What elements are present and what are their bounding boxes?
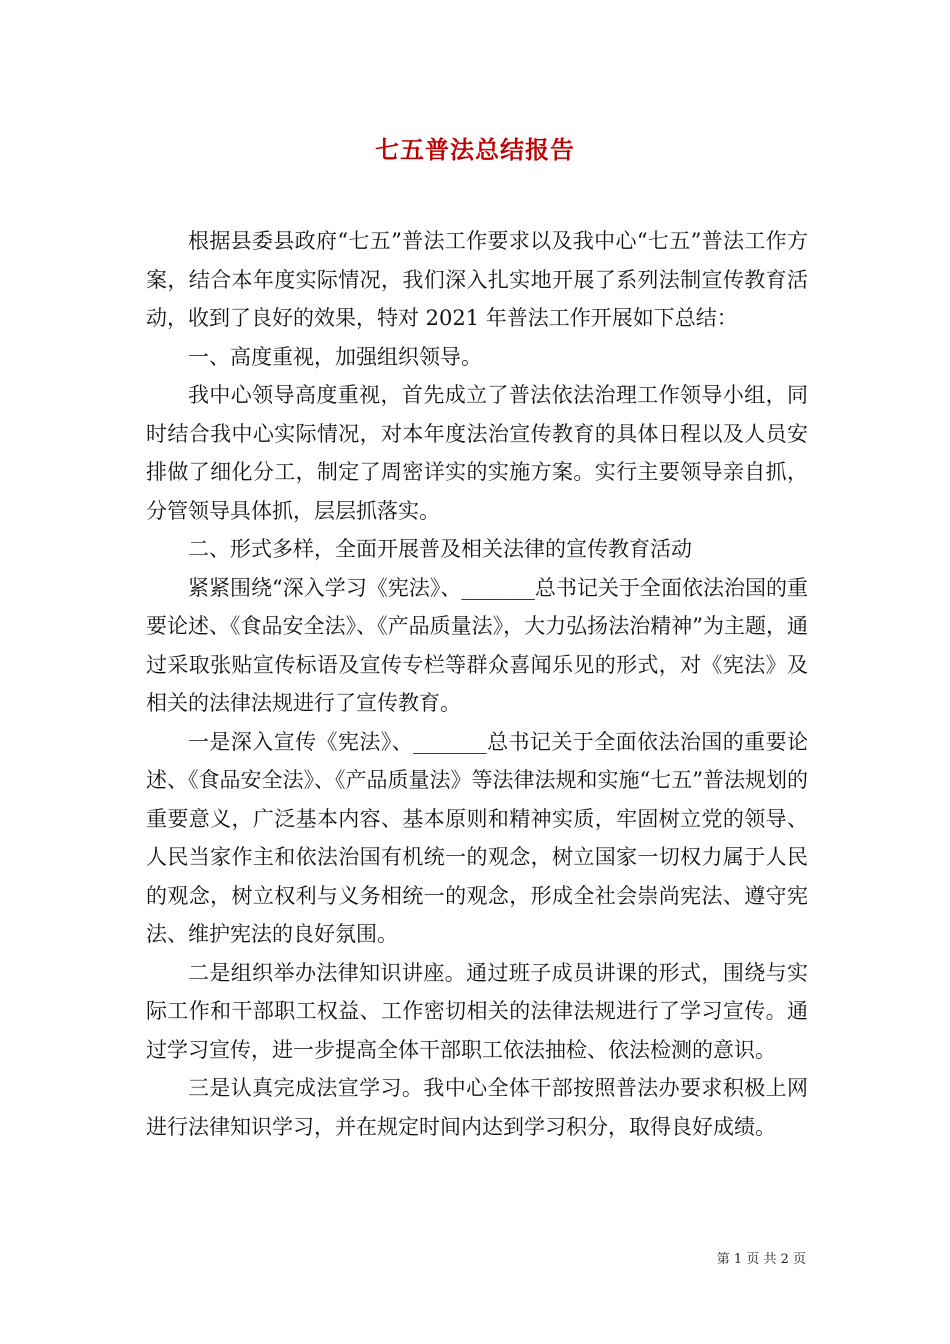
page-number: 第 1 页 共 2 页 bbox=[716, 1252, 806, 1267]
paragraph-theme: 紧紧围绕“深入学习《宪法》、_______总书记关于全面依法治国的重要论述、《食品安全法》、《产品质量法》，大力弘扬法治精神”为主题，通过采取张贴宣传标语及宣传专栏等群众喜闻乐见的形式，对《宪法》及相关的法律法规进行了宣传教育。 bbox=[146, 575, 808, 715]
paragraph-leadership: 我中心领导高度重视，首先成立了普法依法治理工作领导小组，同时结合我中心实际情况，对本年度法治宣传教育的具体日程以及人员安排做了细化分工，制定了周密详实的实施方案。实行主要领导亲自抓，分管领导具体抓，层层抓落实。 bbox=[146, 383, 808, 523]
paragraph-item-3: 三是认真完成法宣学习。我中心全体干部按照普法办要求积极上网进行法律知识学习，并在规定时间内达到学习积分，取得良好成绩。 bbox=[146, 1076, 808, 1139]
document-title: 七五普法总结报告 bbox=[375, 135, 575, 164]
document-body bbox=[146, 222, 808, 1146]
paragraph-intro: 根据县委县政府“七五”普法工作要求以及我中心“七五”普法工作方案，结合本年度实际情况，我们深入扎实地开展了系列法制宣传教育活动，收到了良好的效果，特对 2021 年普法工作开展如下总结： bbox=[146, 229, 808, 330]
paragraph-item-1: 一是深入宣传《宪法》、_______总书记关于全面依法治国的重要论述、《食品安全法》、《产品质量法》等法律法规和实施“七五”普法规划的重要意义，广泛基本内容、基本原则和精神实质，牢固树立党的领导、人民当家作主和依法治国有机统一的观念，树立国家一切权力属于人民的观念，树立权利与义务相统一的观念，形成全社会崇尚宪法、遵守宪法、维护宪法的良好氛围。 bbox=[146, 729, 808, 946]
paragraph-item-2: 二是组织举办法律知识讲座。通过班子成员讲课的形式，围绕与实际工作和干部职工权益、工作密切相关的法律法规进行了学习宣传。通过学习宣传，进一步提高全体干部职工依法抽检、依法检测的意识。 bbox=[146, 960, 808, 1062]
section-heading-2: 二、形式多样，全面开展普及相关法律的宣传教育活动 bbox=[188, 537, 692, 561]
section-heading-1: 一、高度重视，加强组织领导。 bbox=[188, 344, 482, 369]
